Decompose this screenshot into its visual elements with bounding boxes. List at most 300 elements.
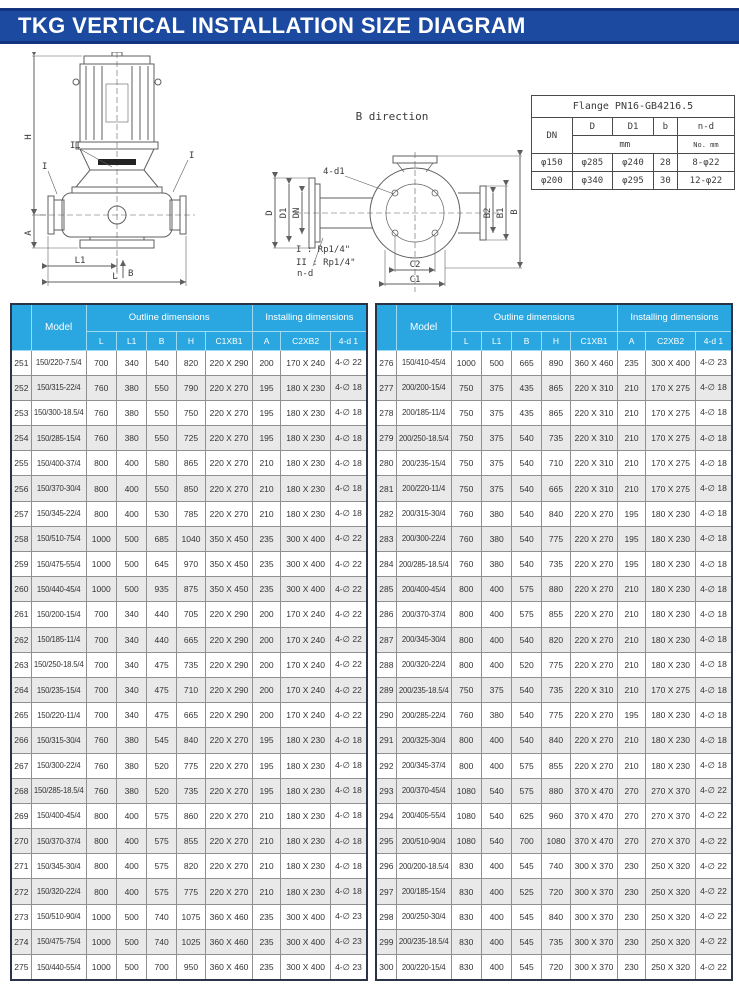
cell: 800 — [86, 501, 116, 526]
cell: 210 — [617, 451, 645, 476]
cell: 220 X 270 — [571, 753, 618, 778]
cell: 400 — [116, 451, 146, 476]
cell: 250 X 320 — [646, 879, 696, 904]
cell: 150/285-15/4 — [31, 426, 86, 451]
cell: 230 — [617, 904, 645, 929]
cell: 4-∅ 22 — [695, 829, 732, 854]
cell: 4-∅ 22 — [695, 803, 732, 828]
cell: 180 X 230 — [281, 879, 331, 904]
cell: 150/235-15/4 — [31, 677, 86, 702]
cell: 380 — [116, 753, 146, 778]
cell: 4-∅ 18 — [330, 476, 367, 501]
cell: 300 X 400 — [281, 526, 331, 551]
cell: 220 X 310 — [571, 451, 618, 476]
cell: 725 — [176, 426, 205, 451]
cell: 180 X 230 — [646, 501, 696, 526]
col-header-4d1: 4-d 1 — [695, 331, 732, 350]
cell: 1025 — [176, 929, 205, 954]
cell: φ295 — [613, 172, 654, 190]
cell: 200 — [252, 652, 280, 677]
outline-dimensions-group-header: Outline dimensions — [451, 304, 617, 331]
cell: 258 — [11, 526, 31, 551]
dim-label-b: B — [510, 209, 520, 215]
cell: 210 — [617, 375, 645, 400]
cell: φ340 — [572, 172, 613, 190]
cell: 710 — [176, 677, 205, 702]
table-row — [376, 350, 732, 375]
cell: 195 — [252, 778, 280, 803]
cell: 550 — [147, 426, 176, 451]
cell: 545 — [512, 955, 541, 981]
cell: 210 — [617, 728, 645, 753]
cell: 264 — [11, 677, 31, 702]
cell: 4-∅ 18 — [330, 451, 367, 476]
cell: 830 — [451, 904, 481, 929]
table-row — [376, 904, 732, 929]
cell: 230 — [617, 955, 645, 981]
cell: 700 — [512, 829, 541, 854]
cell: 340 — [116, 602, 146, 627]
cell: 760 — [86, 778, 116, 803]
cell: 220 X 270 — [206, 728, 253, 753]
cell: 180 X 230 — [281, 778, 331, 803]
cell: 200/250-18.5/4 — [396, 426, 451, 451]
cell: 4-∅ 22 — [330, 703, 367, 728]
cell: 740 — [147, 904, 176, 929]
cell: 4-∅ 18 — [330, 375, 367, 400]
cell: 180 X 230 — [646, 526, 696, 551]
cell: 800 — [86, 854, 116, 879]
cell: 220 X 290 — [206, 627, 253, 652]
cell: 170 X 275 — [646, 677, 696, 702]
cell: 4-∅ 22 — [330, 602, 367, 627]
cell: 220 X 310 — [571, 400, 618, 425]
cell: 284 — [376, 552, 396, 577]
cell: 200/285-18.5/4 — [396, 552, 451, 577]
cell: 440 — [147, 602, 176, 627]
dim-label-l1: L1 — [74, 256, 86, 266]
table-row — [376, 778, 732, 803]
cell: 575 — [512, 778, 541, 803]
cell: 665 — [176, 627, 205, 652]
cell: 150/440-55/4 — [31, 955, 86, 981]
cell: 210 — [617, 577, 645, 602]
cell: 150/315-30/4 — [31, 728, 86, 753]
cell: 274 — [11, 929, 31, 954]
cell: 200/185-11/4 — [396, 400, 451, 425]
cell: 375 — [481, 426, 511, 451]
cell: 210 — [252, 451, 280, 476]
cell: 200/325-30/4 — [396, 728, 451, 753]
cell: 4-∅ 18 — [695, 526, 732, 551]
cell: 170 X 275 — [646, 451, 696, 476]
col-header-c1xb1: C1XB1 — [206, 331, 253, 350]
cell: 251 — [11, 350, 31, 375]
cell: 4-∅ 18 — [695, 476, 732, 501]
cell: 300 X 370 — [571, 904, 618, 929]
cell: 279 — [376, 426, 396, 451]
cell: 195 — [617, 501, 645, 526]
cell: 195 — [252, 426, 280, 451]
cell: 775 — [541, 703, 570, 728]
cell: 4-∅ 22 — [330, 552, 367, 577]
cell: 350 X 450 — [206, 552, 253, 577]
cell: 4-∅ 22 — [695, 778, 732, 803]
pump-front-view-drawing — [20, 52, 242, 292]
cell: 270 X 370 — [646, 829, 696, 854]
cell: 500 — [116, 904, 146, 929]
cell: 500 — [116, 552, 146, 577]
table-row — [532, 154, 735, 172]
cell: 500 — [116, 577, 146, 602]
cell: 180 X 230 — [281, 426, 331, 451]
cell: 4-∅ 23 — [330, 929, 367, 954]
cell: 300 X 400 — [281, 929, 331, 954]
cell: 710 — [541, 451, 570, 476]
cell: 4-∅ 18 — [695, 451, 732, 476]
cell: 800 — [451, 652, 481, 677]
cell: 230 — [617, 879, 645, 904]
cell: 270 — [11, 829, 31, 854]
cell: 1000 — [86, 929, 116, 954]
cell: 400 — [116, 476, 146, 501]
cell: 150/400-45/4 — [31, 803, 86, 828]
cell: 865 — [541, 400, 570, 425]
cell: 170 X 275 — [646, 375, 696, 400]
cell: 210 — [617, 627, 645, 652]
flange-table-body — [532, 154, 735, 190]
flange-col-nd: n-d — [677, 118, 734, 136]
cell: 520 — [147, 753, 176, 778]
cell: 260 — [11, 577, 31, 602]
cell: 300 X 370 — [571, 955, 618, 981]
cell: 150/250-18.5/4 — [31, 652, 86, 677]
cell: 400 — [481, 929, 511, 954]
cell: 400 — [481, 728, 511, 753]
cell: 500 — [116, 526, 146, 551]
cell: 220 X 270 — [206, 778, 253, 803]
cell: 235 — [252, 904, 280, 929]
cell: 665 — [512, 350, 541, 375]
cell: 4-∅ 18 — [330, 803, 367, 828]
table-row — [11, 879, 367, 904]
dim-label-h: H — [24, 134, 34, 140]
cell: 700 — [86, 627, 116, 652]
cell: 195 — [617, 526, 645, 551]
cell: 740 — [541, 854, 570, 879]
dim-label-dn: DN — [292, 207, 302, 219]
cell: 267 — [11, 753, 31, 778]
table-row — [11, 854, 367, 879]
cell: 300 X 370 — [571, 929, 618, 954]
cell: 400 — [481, 904, 511, 929]
cell: 200/220-11/4 — [396, 476, 451, 501]
cell: 4-∅ 18 — [695, 652, 732, 677]
cell: 180 X 230 — [281, 728, 331, 753]
cell: 180 X 230 — [281, 400, 331, 425]
table-row — [376, 753, 732, 778]
table-row — [11, 703, 367, 728]
cell: 210 — [617, 677, 645, 702]
cell: 200/235-18.5/4 — [396, 677, 451, 702]
col-header-b: B — [147, 331, 176, 350]
cell: 4-∅ 18 — [695, 728, 732, 753]
cell: 820 — [176, 854, 205, 879]
table-row — [376, 552, 732, 577]
cell: 400 — [116, 803, 146, 828]
cell: 257 — [11, 501, 31, 526]
cell: 575 — [147, 879, 176, 904]
cell: 760 — [451, 552, 481, 577]
cell: 200/370-37/4 — [396, 602, 451, 627]
model-column-header: Model — [31, 304, 86, 350]
cell: 200/285-22/4 — [396, 703, 451, 728]
cell: 370 X 470 — [571, 829, 618, 854]
cell: 750 — [451, 476, 481, 501]
cell: 180 X 230 — [281, 829, 331, 854]
cell: 210 — [252, 803, 280, 828]
cell: 261 — [11, 602, 31, 627]
cell: 700 — [86, 703, 116, 728]
dim-label-d: D — [265, 210, 275, 216]
cell: 800 — [86, 451, 116, 476]
cell: 700 — [86, 350, 116, 375]
cell: 180 X 230 — [281, 854, 331, 879]
cell: 170 X 240 — [281, 677, 331, 702]
cell: 800 — [451, 602, 481, 627]
cell: 400 — [481, 753, 511, 778]
table-row — [376, 602, 732, 627]
table-row — [376, 652, 732, 677]
dimensions-table-right-body — [376, 350, 732, 980]
cell: 4-∅ 23 — [330, 904, 367, 929]
dim-label-c2: C2 — [409, 260, 421, 270]
table-row — [11, 476, 367, 501]
cell: 340 — [116, 350, 146, 375]
cell: 665 — [541, 476, 570, 501]
cell: 375 — [481, 476, 511, 501]
cell: 800 — [451, 728, 481, 753]
cell: 665 — [176, 703, 205, 728]
cell: 281 — [376, 476, 396, 501]
cell: 950 — [176, 955, 205, 981]
cell: 150/220-11/4 — [31, 703, 86, 728]
cell: 540 — [512, 677, 541, 702]
cell: 220 X 270 — [571, 602, 618, 627]
cell: 210 — [252, 854, 280, 879]
cell: 435 — [512, 400, 541, 425]
cell: 400 — [481, 577, 511, 602]
cell: 370 X 470 — [571, 778, 618, 803]
cell: 435 — [512, 375, 541, 400]
cell: 150/320-22/4 — [31, 879, 86, 904]
cell: 150/345-22/4 — [31, 501, 86, 526]
table-row — [11, 552, 367, 577]
cell: 500 — [481, 350, 511, 375]
table-row — [11, 829, 367, 854]
cell: 350 X 450 — [206, 526, 253, 551]
cell: 740 — [147, 929, 176, 954]
table-row — [376, 854, 732, 879]
cell: 300 X 400 — [281, 904, 331, 929]
cell: 1080 — [451, 778, 481, 803]
port-label-i-right: I — [189, 151, 195, 161]
cell: 250 X 320 — [646, 854, 696, 879]
cell: 180 X 230 — [281, 501, 331, 526]
cell: 520 — [512, 652, 541, 677]
cell: 400 — [481, 602, 511, 627]
port-label-i-left: I — [42, 162, 48, 172]
cell: 272 — [11, 879, 31, 904]
cell: 735 — [541, 929, 570, 954]
cell: 280 — [376, 451, 396, 476]
cell: 210 — [617, 652, 645, 677]
table-row — [376, 703, 732, 728]
cell: 250 X 320 — [646, 904, 696, 929]
cell: 400 — [116, 854, 146, 879]
cell: 1075 — [176, 904, 205, 929]
cell: 760 — [86, 728, 116, 753]
table-row — [11, 955, 367, 981]
cell: 266 — [11, 728, 31, 753]
cell: 298 — [376, 904, 396, 929]
cell: 150/510-75/4 — [31, 526, 86, 551]
flange-col-dn: DN — [532, 118, 573, 154]
cell: 255 — [11, 451, 31, 476]
cell: 230 — [617, 929, 645, 954]
cell: 750 — [451, 426, 481, 451]
cell: 4-∅ 22 — [330, 350, 367, 375]
b-direction-view-title: B direction — [355, 110, 429, 123]
table-row — [11, 451, 367, 476]
cell: 855 — [541, 602, 570, 627]
table-row — [376, 929, 732, 954]
cell: 890 — [541, 350, 570, 375]
cell: 220 X 310 — [571, 426, 618, 451]
cell: 200 — [252, 677, 280, 702]
cell: 150/510-90/4 — [31, 904, 86, 929]
cell: 720 — [541, 879, 570, 904]
cell: 760 — [86, 375, 116, 400]
cell: 700 — [86, 652, 116, 677]
cell: 220 X 270 — [206, 854, 253, 879]
cell: 220 X 270 — [206, 375, 253, 400]
row-number-column-header — [376, 304, 396, 350]
table-row — [11, 426, 367, 451]
cell: 253 — [11, 400, 31, 425]
cell: 550 — [147, 476, 176, 501]
cell: 400 — [116, 501, 146, 526]
cell: 293 — [376, 778, 396, 803]
dimension-tables — [10, 303, 733, 981]
cell: 282 — [376, 501, 396, 526]
cell: 1000 — [86, 904, 116, 929]
cell: 400 — [481, 652, 511, 677]
cell: 252 — [11, 375, 31, 400]
dim-label-b1: B1 — [496, 207, 506, 219]
cell: 880 — [541, 577, 570, 602]
cell: 760 — [86, 426, 116, 451]
cell: 540 — [512, 728, 541, 753]
b-direction-view-drawing — [245, 150, 535, 298]
cell: 289 — [376, 677, 396, 702]
table-row — [376, 627, 732, 652]
cell: 294 — [376, 803, 396, 828]
cell: 750 — [451, 451, 481, 476]
cell: 210 — [252, 829, 280, 854]
cell: 865 — [176, 451, 205, 476]
cell: 150/185-11/4 — [31, 627, 86, 652]
cell: 180 X 230 — [281, 451, 331, 476]
cell: 150/300-22/4 — [31, 753, 86, 778]
cell: 1080 — [451, 829, 481, 854]
flange-col-b: b — [653, 118, 677, 136]
holes-label-nd: n-d — [297, 269, 314, 279]
cell: 235 — [252, 552, 280, 577]
cell: 800 — [86, 803, 116, 828]
cell: 200/320-22/4 — [396, 652, 451, 677]
cell: 4-∅ 22 — [330, 577, 367, 602]
cell: 150/220-7.5/4 — [31, 350, 86, 375]
cell: 170 X 275 — [646, 400, 696, 425]
cell: 645 — [147, 552, 176, 577]
cell: 291 — [376, 728, 396, 753]
cell: 220 X 290 — [206, 602, 253, 627]
cell: 4-∅ 18 — [695, 552, 732, 577]
cell: 150/440-45/4 — [31, 577, 86, 602]
cell: 380 — [481, 703, 511, 728]
cell: 170 X 240 — [281, 350, 331, 375]
cell: 4-∅ 18 — [330, 829, 367, 854]
cell: 575 — [512, 602, 541, 627]
cell: 269 — [11, 803, 31, 828]
cell: 4-∅ 18 — [330, 400, 367, 425]
cell: 750 — [176, 400, 205, 425]
cell: 775 — [176, 879, 205, 904]
cell: 290 — [376, 703, 396, 728]
cell: 220 X 310 — [571, 375, 618, 400]
table-row — [376, 501, 732, 526]
view-arrow-label-b: B — [128, 269, 134, 279]
table-row — [376, 476, 732, 501]
table-row — [376, 426, 732, 451]
flange-unit-no-mm: No. mm — [677, 136, 734, 154]
cell: 200/510-90/4 — [396, 829, 451, 854]
cell: 840 — [541, 904, 570, 929]
cell: 540 — [512, 426, 541, 451]
cell: 800 — [86, 476, 116, 501]
cell: 180 X 230 — [646, 652, 696, 677]
cell: 220 X 270 — [571, 627, 618, 652]
cell: 210 — [617, 476, 645, 501]
cell: 4-∅ 18 — [330, 501, 367, 526]
table-row — [376, 728, 732, 753]
cell: 235 — [252, 526, 280, 551]
cell: 12-φ22 — [677, 172, 734, 190]
cell: 830 — [451, 879, 481, 904]
table-row — [376, 577, 732, 602]
cell: 520 — [147, 778, 176, 803]
cell: 180 X 230 — [281, 375, 331, 400]
cell: 150/345-30/4 — [31, 854, 86, 879]
cell: 292 — [376, 753, 396, 778]
cell: 200/400-45/4 — [396, 577, 451, 602]
table-row — [11, 627, 367, 652]
table-row — [11, 526, 367, 551]
port-thread-notes — [296, 244, 356, 270]
cell: 735 — [176, 778, 205, 803]
cell: 960 — [541, 803, 570, 828]
